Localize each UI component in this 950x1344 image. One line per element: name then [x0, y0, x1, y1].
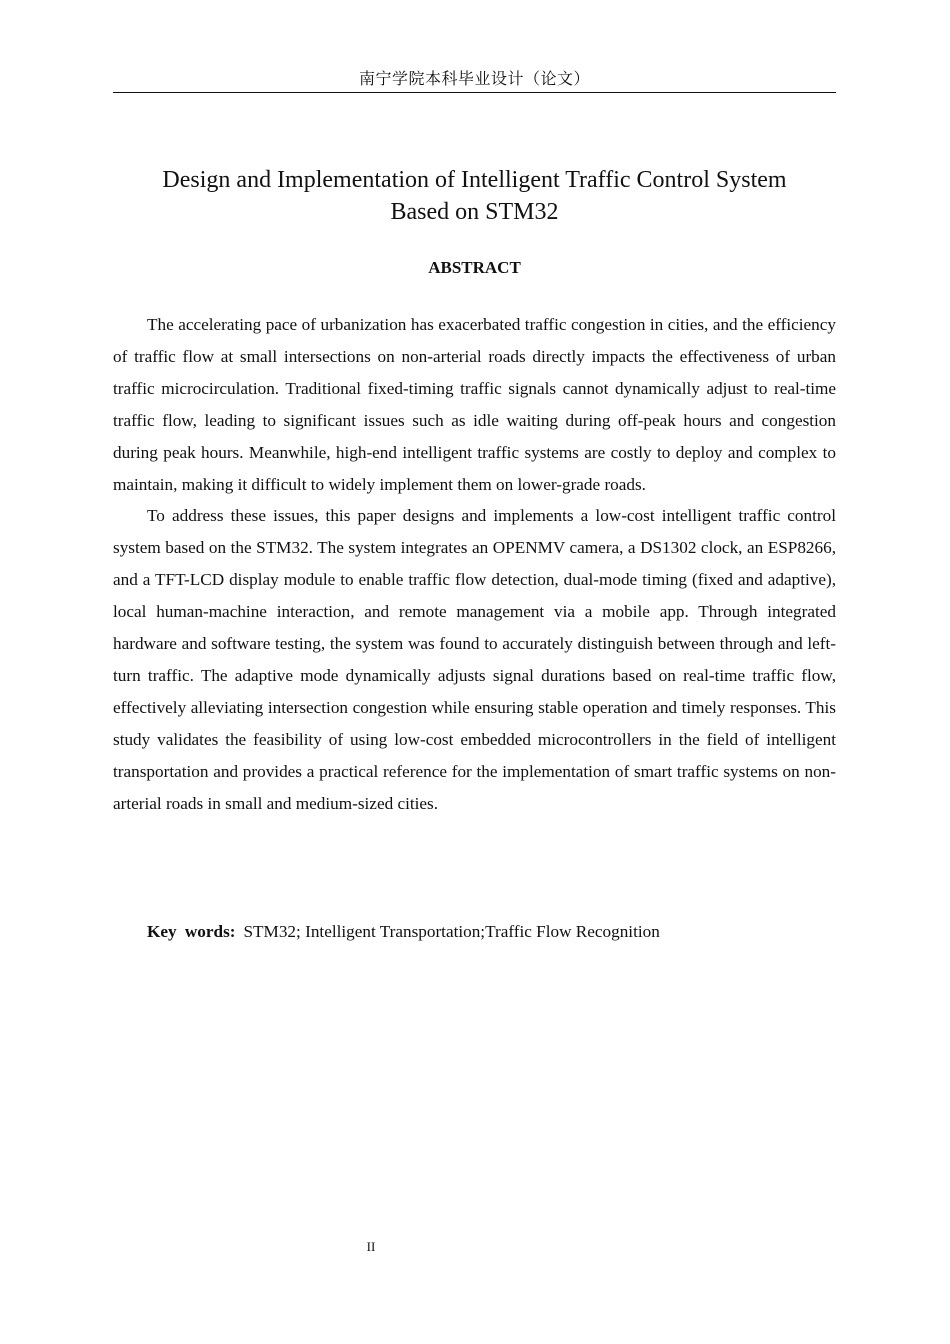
running-header: 南宁学院本科毕业设计（论文） [113, 68, 836, 93]
abstract-heading: ABSTRACT [428, 258, 521, 277]
paper-title [113, 164, 836, 228]
abstract-paragraph-2: To address these issues, this paper designs and implements a low-cost intelligent traffic control system based on the STM32. The system integrates an OPENMV camera, a DS1302 clock, an ESP8266, and a TFT-LCD display module to enable traffic flow detection, dual-mode timing (fixed and adaptive), local human-machine interaction, and remote management via a mobile app. Through integrated hardware and software testing, the system was found to accurately distinguish between through and left-turn traffic. The adaptive mode dynamically adjusts signal durations based on real-time traffic flow, effectively alleviating intersection congestion while ensuring stable operation and timely responses. This study validates the feasibility of using low-cost embedded microcontrollers in the field of intelligent transportation and provides a practical reference for the implementation of smart traffic systems on non-arterial roads in small and medium-sized cities. [113, 506, 836, 813]
abstract-paragraph-1: The accelerating pace of urbanization has exacerbated traffic congestion in cities, and the efficiency of traffic flow at small intersections on non-arterial roads directly impacts the effectiveness of urban traffic microcirculation. Traditional fixed-timing traffic signals cannot dynamically adjust to real-time traffic flow, leading to significant issues such as idle waiting during off-peak hours and congestion during peak hours. Meanwhile, high-end intelligent traffic systems are costly to deploy and complex to maintain, making it difficult to widely implement them on lower-grade roads. [113, 315, 836, 494]
keywords-value: STM32; Intelligent Transportation;Traffic Flow Recognition [243, 922, 660, 941]
keywords-label: Key words: [147, 922, 236, 941]
keywords-line [147, 916, 836, 947]
page-number: II [366, 1239, 376, 1254]
paper-title-line-1: Design and Implementation of Intelligent Traffic Control System [162, 167, 787, 193]
abstract-body [113, 309, 836, 820]
paper-title-line-2: Based on STM32 [390, 199, 559, 225]
